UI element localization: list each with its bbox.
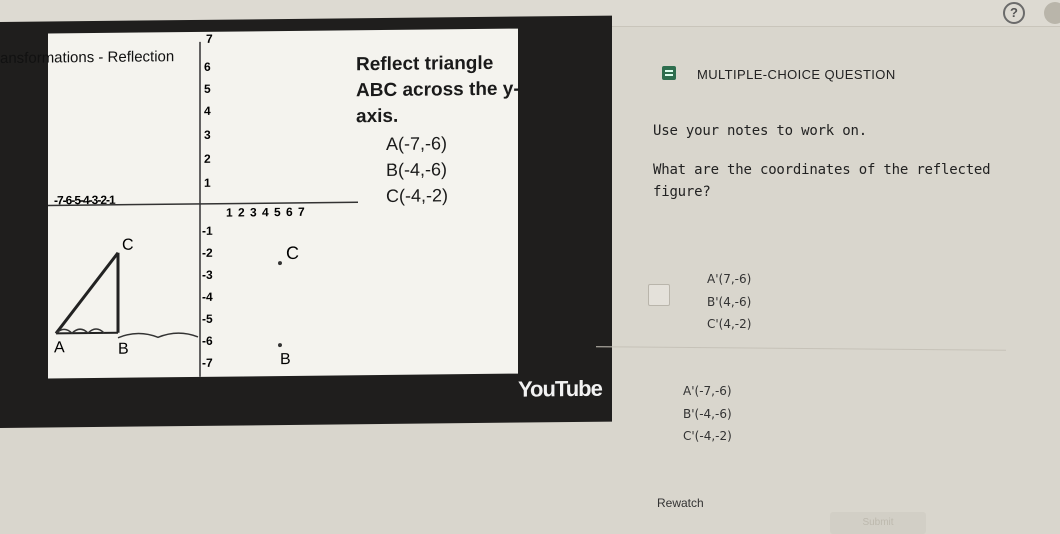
point-b-reflected: [278, 343, 282, 347]
label-b-reflected: B: [280, 350, 291, 369]
label-b: B: [118, 340, 129, 358]
choice-divider: [596, 346, 1006, 351]
list-icon: [662, 66, 676, 80]
y-axis-ticks: 7 6 5 4 3 2 1 -1 -2 -3 -4 -5 -6 -7: [202, 31, 213, 370]
choice-2-c: C'(-4,-2): [683, 429, 732, 443]
question-text-line2: figure?: [653, 184, 711, 200]
question-text-line1: What are the coordinates of the reflected: [653, 162, 991, 178]
choice-2-a: A'(-7,-6): [683, 384, 732, 398]
video-slide: [0, 29, 520, 379]
submit-button[interactable]: Submit: [830, 512, 926, 534]
point-c-reflected: [278, 261, 282, 265]
youtube-logo[interactable]: YouTube: [518, 375, 602, 402]
video-player[interactable]: [0, 16, 612, 428]
label-c-reflected: C: [286, 242, 299, 264]
rewatch-button[interactable]: Rewatch: [657, 496, 704, 510]
choice-1-c: C'(4,-2): [707, 317, 752, 331]
choice-1-a: A'(7,-6): [707, 272, 752, 286]
point-b: B(-4,-6): [386, 159, 448, 180]
label-a: A: [54, 339, 65, 357]
question-type-label: MULTIPLE-CHOICE QUESTION: [697, 67, 896, 82]
slide-prompt: Reflect triangle ABC across the y-axis.: [356, 52, 520, 128]
label-c: C: [122, 236, 134, 254]
choice-2-b: B'(-4,-6): [683, 407, 732, 421]
choice-1-b: B'(4,-6): [707, 295, 752, 309]
triangle-side-ac: [56, 253, 118, 334]
help-circle-icon[interactable]: ?: [1003, 2, 1025, 24]
choice-checkbox-1[interactable]: [648, 284, 670, 306]
x-axis-ticks-negative: -7-6-5-4-3-2-1: [54, 192, 115, 208]
point-c: C(-4,-2): [386, 185, 448, 206]
question-instruction: Use your notes to work on.: [653, 123, 867, 139]
account-avatar[interactable]: [1044, 2, 1060, 24]
x-axis-ticks-positive: 1 2 3 4 5 6 7: [226, 204, 306, 220]
point-a: A(-7,-6): [386, 133, 448, 154]
slide-title: ansformations - Reflection: [0, 48, 175, 67]
